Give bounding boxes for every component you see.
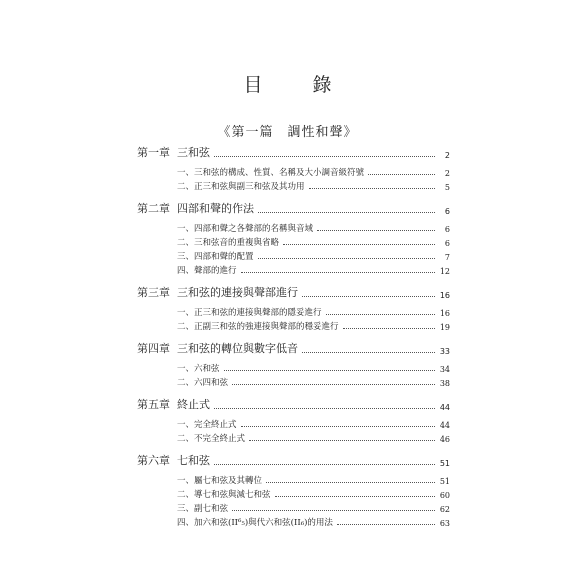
page-number: 19 bbox=[439, 323, 450, 332]
chapter-number: 第四章 bbox=[137, 342, 170, 355]
chapter-block bbox=[137, 455, 450, 528]
chapter-block bbox=[137, 399, 450, 444]
chapter-block bbox=[137, 203, 450, 276]
section-label: 一、六和弦 bbox=[177, 364, 220, 374]
page-number: 63 bbox=[439, 519, 450, 528]
page-number: 38 bbox=[439, 379, 450, 388]
section-label: 一、正三和弦的連接與聲部的隱妥進行 bbox=[177, 308, 322, 318]
dot-leader bbox=[258, 212, 435, 213]
page-number: 51 bbox=[439, 477, 450, 486]
section-label: 一、完全終止式 bbox=[177, 420, 237, 430]
section-entry bbox=[137, 180, 450, 192]
section-label: 二、六四和弦 bbox=[177, 378, 229, 388]
chapter-number: 第三章 bbox=[137, 286, 170, 299]
dot-leader bbox=[258, 258, 435, 259]
section-label: 四、加六和弦(II⁶₅)與代六和弦(II₆)的用法 bbox=[177, 518, 333, 528]
dot-leader bbox=[232, 510, 435, 511]
section-label: 四、聲部的進行 bbox=[177, 266, 237, 276]
dot-leader bbox=[302, 296, 435, 297]
section-entry bbox=[137, 236, 450, 248]
page-number: 51 bbox=[439, 459, 450, 468]
section-entry bbox=[137, 362, 450, 374]
chapter-number: 第二章 bbox=[137, 202, 170, 215]
section-entry bbox=[137, 502, 450, 514]
page-number: 60 bbox=[439, 491, 450, 500]
dot-leader bbox=[283, 244, 435, 245]
dot-leader bbox=[326, 314, 435, 315]
page-number: 6 bbox=[444, 225, 450, 234]
dot-leader bbox=[241, 426, 435, 427]
dot-leader bbox=[266, 482, 435, 483]
page-number: 12 bbox=[439, 267, 450, 276]
chapter-entry bbox=[137, 287, 450, 300]
chapter-block bbox=[137, 287, 450, 332]
page-number: 6 bbox=[444, 239, 450, 248]
dot-leader bbox=[249, 440, 435, 441]
page-title: 目 錄 bbox=[243, 74, 354, 96]
chapter-title: 三和弦的轉位與數字低音 bbox=[177, 342, 298, 355]
page-number: 6 bbox=[444, 207, 450, 216]
chapter-entry bbox=[137, 147, 450, 160]
chapter-title: 終止式 bbox=[177, 398, 210, 411]
chapter-entry bbox=[137, 399, 450, 412]
chapter-number: 第一章 bbox=[137, 146, 170, 159]
chapter-title: 四部和聲的作法 bbox=[177, 202, 254, 215]
chapter-title: 三和弦 bbox=[177, 146, 210, 159]
dot-leader bbox=[302, 352, 435, 353]
section-entry bbox=[137, 376, 450, 388]
page-number: 46 bbox=[439, 435, 450, 444]
dot-leader bbox=[241, 272, 435, 273]
section-entry bbox=[137, 418, 450, 430]
section-label: 三、四部和聲的配置 bbox=[177, 252, 254, 262]
section-label: 一、三和弦的構成、性質、名稱及大小調音級符號 bbox=[177, 168, 365, 178]
page-number: 16 bbox=[439, 291, 450, 300]
page-number: 7 bbox=[444, 253, 450, 262]
chapter-number: 第五章 bbox=[137, 398, 170, 411]
dot-leader bbox=[343, 328, 435, 329]
page-number: 5 bbox=[444, 183, 450, 192]
dot-leader bbox=[309, 188, 435, 189]
section-label: 一、屬七和弦及其轉位 bbox=[177, 476, 263, 486]
section-entry bbox=[137, 306, 450, 318]
section-entry bbox=[137, 474, 450, 486]
section-label: 三、副七和弦 bbox=[177, 504, 229, 514]
section-entry bbox=[137, 222, 450, 234]
dot-leader bbox=[214, 464, 435, 465]
page-number: 34 bbox=[439, 365, 450, 374]
section-entry bbox=[137, 264, 450, 276]
chapter-block bbox=[137, 147, 450, 192]
chapter-block bbox=[137, 343, 450, 388]
page-number: 16 bbox=[439, 309, 450, 318]
section-label: 二、導七和弦與減七和弦 bbox=[177, 490, 271, 500]
page-number: 33 bbox=[439, 347, 450, 356]
section-entry bbox=[137, 432, 450, 444]
dot-leader bbox=[224, 370, 435, 371]
dot-leader bbox=[317, 230, 435, 231]
page-number: 44 bbox=[439, 421, 450, 430]
dot-leader bbox=[368, 174, 435, 175]
chapter-entry bbox=[137, 455, 450, 468]
section-label: 二、三和弦音的重複與省略 bbox=[177, 238, 280, 248]
chapter-entry bbox=[137, 203, 450, 216]
section-entry bbox=[137, 516, 450, 528]
dot-leader bbox=[214, 156, 435, 157]
dot-leader bbox=[337, 524, 435, 525]
section-label: 二、不完全終止式 bbox=[177, 434, 246, 444]
page-number: 44 bbox=[439, 403, 450, 412]
section-entry bbox=[137, 250, 450, 262]
section-entry bbox=[137, 320, 450, 332]
chapter-title: 三和弦的連接與聲部進行 bbox=[177, 286, 298, 299]
page-number: 62 bbox=[439, 505, 450, 514]
page-number: 2 bbox=[444, 169, 450, 178]
section-entry bbox=[137, 166, 450, 178]
table-of-contents bbox=[137, 147, 450, 539]
section-label: 一、四部和聲之各聲部的名稱與音域 bbox=[177, 224, 314, 234]
chapter-entry bbox=[137, 343, 450, 356]
dot-leader bbox=[232, 384, 435, 385]
chapter-title: 七和弦 bbox=[177, 454, 210, 467]
section-label: 二、正副三和弦的強連接與聲部的穩妥進行 bbox=[177, 322, 339, 332]
page-number: 2 bbox=[444, 151, 450, 160]
chapter-number: 第六章 bbox=[137, 454, 170, 467]
section-label: 二、正三和弦與副三和弦及其功用 bbox=[177, 182, 305, 192]
dot-leader bbox=[275, 496, 435, 497]
dot-leader bbox=[214, 408, 435, 409]
part-heading: 《第一篇 調性和聲》 bbox=[217, 125, 358, 140]
section-entry bbox=[137, 488, 450, 500]
